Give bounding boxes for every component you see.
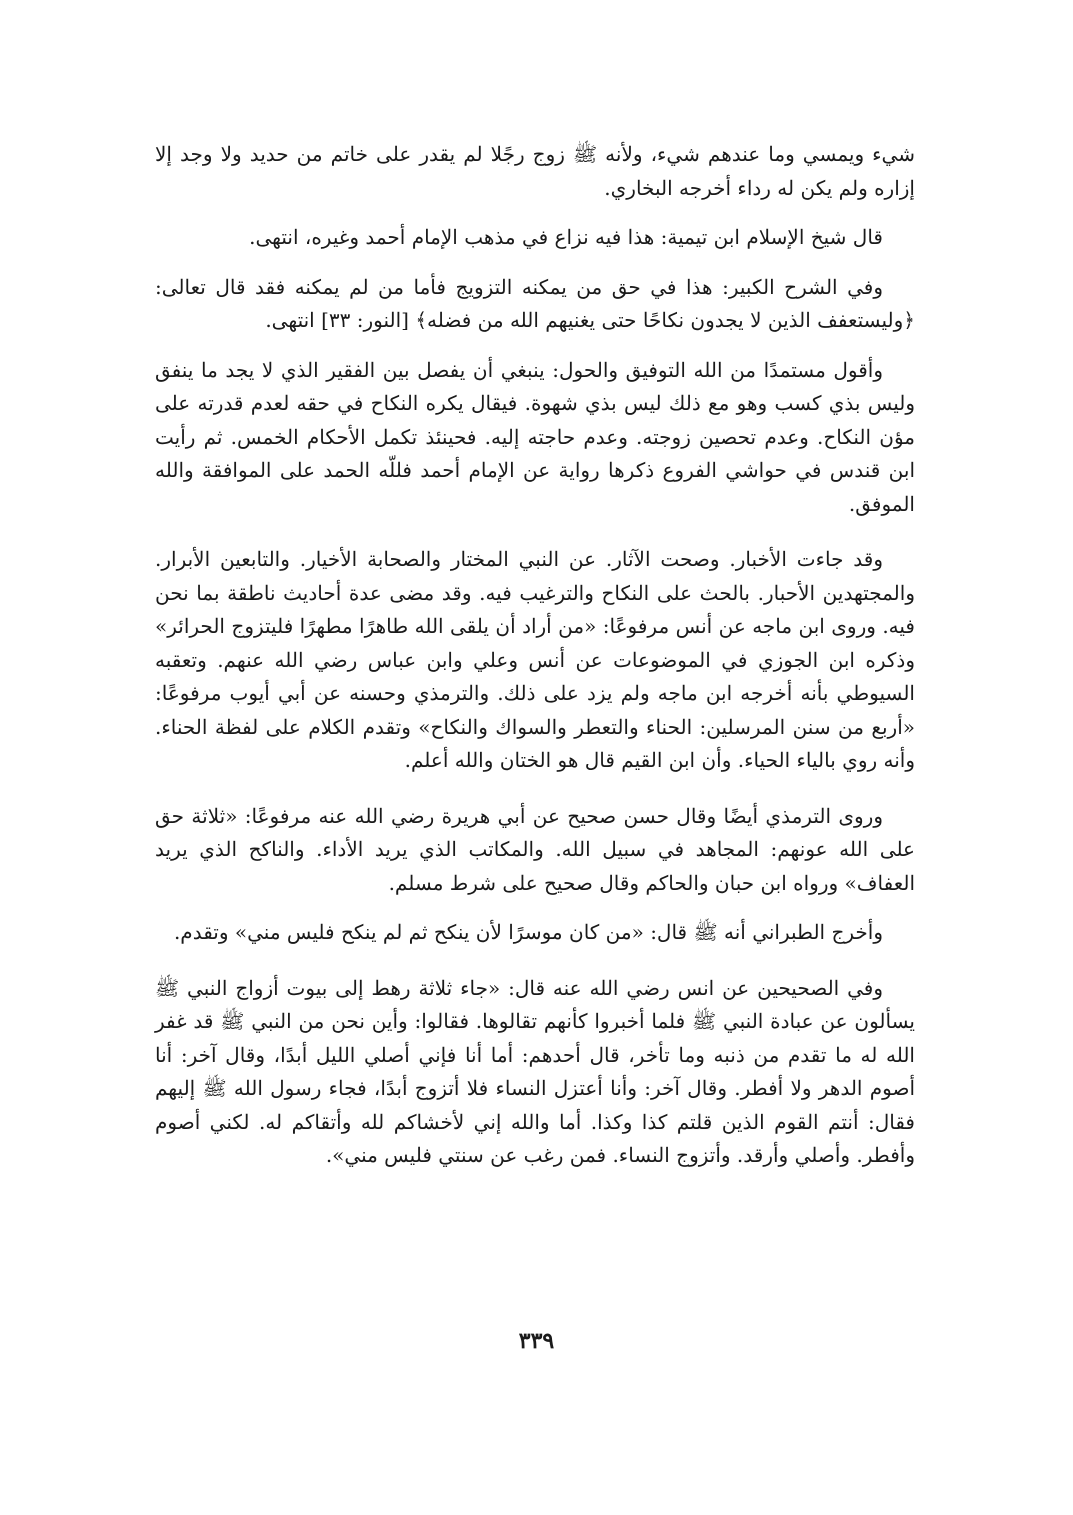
paragraph-5: وقد جاءت الأخبار. وصحت الآثار. عن النبي المختار والصحابة الأخيار. والتابعين الأبرار. والمجتهدين الأحبار. بالحث على النكاح والترغيب فيه. وقد مضى عدة أحاديث ناطقة بما نحن فيه. وروى ابن ماجه عن أنس مرفوعًا: «من أراد أن يلقى الله طاهرًا مطهرًا فليتزوج الحرائر» وذكره ابن الجوزي في الموضوعات عن أنس وعلي وابن عباس رضي الله عنهم. وتعقبه السيوطي بأنه أخرجه ابن ماجه ولم يزد على ذلك. والترمذي وحسنه عن أبي أيوب مرفوعًا: «أربع من سنن المرسلين: الحناء والتعطر والسواك والنكاح» وتقدم الكلام على لفظة الحناء. وأنه روي بالياء الحياء. وأن ابن القيم قال هو الختان والله أعلم. — [155, 547, 915, 772]
paragraph-1: شيء ويمسي وما عندهم شيء، ولأنه ﷺ زوج رجًلا لم يقدر على خاتم من حديد ولا وجد إلا إزاره ولم يكن له رداء أخرجه البخاري. — [155, 142, 915, 200]
paragraph-7: وأخرج الطبراني أنه ﷺ قال: «من كان موسرًا لأن ينكح ثم لم ينكح فليس مني» وتقدم. — [173, 920, 883, 944]
paragraph-6: وروى الترمذي أيضًا وقال حسن صحيح عن أبي هريرة رضي الله عنه مرفوعًا: «ثلاثة حق على الله عونهم: المجاهد في سبيل الله. والمكاتب الذي يريد الأداء. والناكح الذي يريد العفاف» ورواه ابن حبان والحاكم وقال صحيح على شرط مسلم. — [155, 803, 915, 895]
paragraph-3: وفي الشرح الكبير: هذا في حق من يمكنه التزويج فأما من لم يمكنه فقد قال تعالى: ﴿وليستعفف الذين لا يجدون نكاحًا حتى يغنيهم الله من فضله﴾ [النور: ٣٣] انتهى. — [155, 274, 915, 332]
paragraph-8: وفي الصحيحين عن انس رضي الله عنه قال: «جاء ثلاثة رهط إلى بيوت أزواج النبي ﷺ يسألون عن عبادة النبي ﷺ فلما أخبروا كأنهم تقالوها. فقالوا: وأين نحن من النبي ﷺ قد غفر الله له ما تقدم من ذنبه وما تأخر، قال أحدهم: أما أنا فإني أصلي الليل أبدًا، وقال آخر: أنا أصوم الدهر ولا أفطر. وقال آخر: وأنا أعتزل النساء فلا أتزوج أبدًا، فجاء رسول الله ﷺ إليهم فقال: أنتم القوم الذين قلتم كذا وكذا. أما والله إني لأخشاكم لله وأتقاكم له. لكني أصوم وأفطر. وأصلي وأرقد. وأتزوج النساء. فمن رغب عن سنتي فليس مني». — [155, 975, 915, 1167]
paragraph-2: قال شيخ الإسلام ابن تيمية: هذا فيه نزاع في مذهب الإمام أحمد وغيره، انتهى. — [249, 225, 883, 249]
page-body — [155, 138, 915, 1189]
paragraph-4: وأقول مستمدًا من الله التوفيق والحول: ينبغي أن يفصل بين الفقير الذي لا يجد ما ينفق وليس بذي كسب وهو مع ذلك ليس بذي شهوة. فيقال يكره النكاح في حقه لعدم قدرته على مؤن النكاح. وعدم تحصين زوجته. وعدم حاجته إليه. فحينئذ تكمل الأحكام الخمس. ثم رأيت ابن قندس في حواشي الفروع ذكرها رواية عن الإمام أحمد فللّه الحمد على الموافقة والله الموفق. — [155, 357, 915, 516]
page-number: ٣٣٩ — [518, 1328, 555, 1354]
